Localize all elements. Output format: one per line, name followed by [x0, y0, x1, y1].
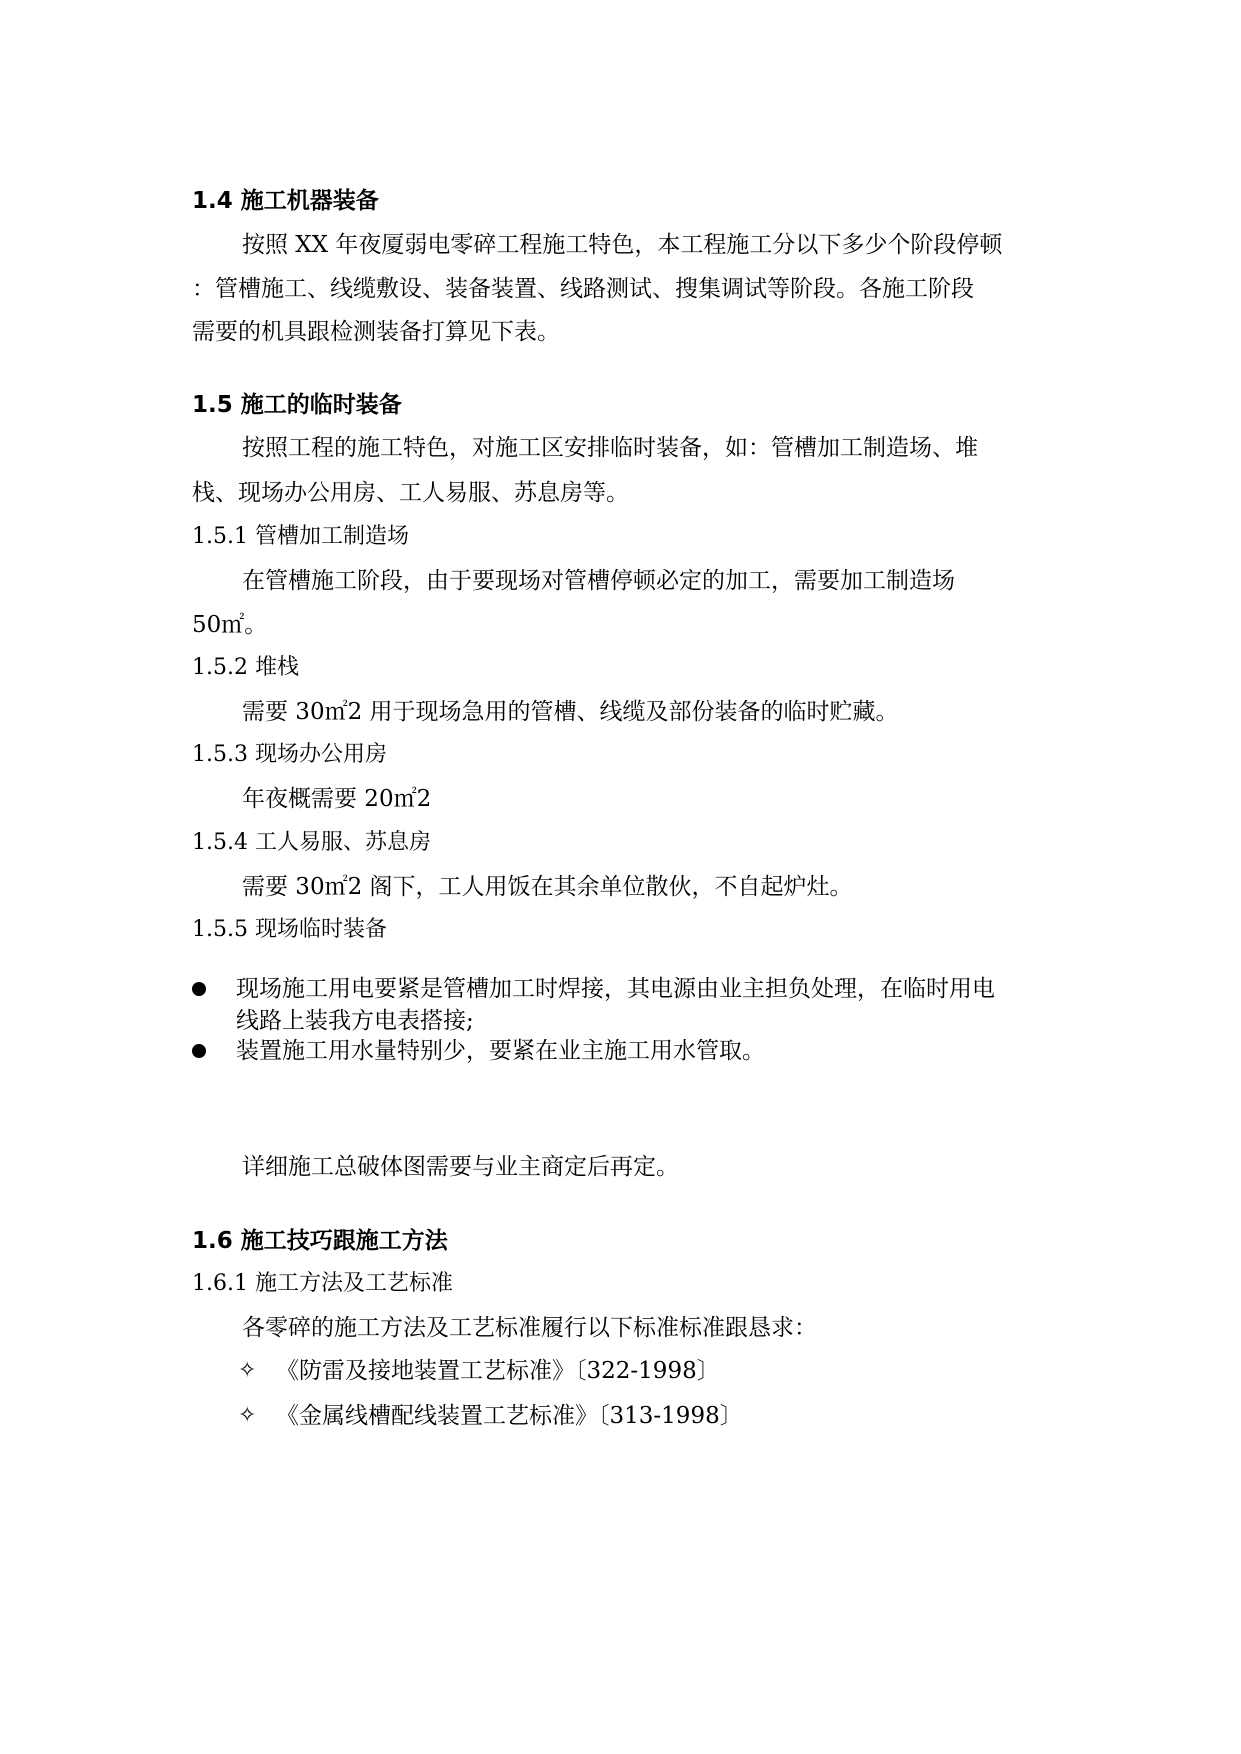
paragraph-line: 按照工程的施工特色，对施工区安排临时装备，如：管槽加工制造场、堆	[242, 435, 978, 461]
paragraph-line: 50㎡。	[192, 612, 268, 638]
paragraph-line: 在管槽施工阶段，由于要现场对管槽停顿必定的加工，需要加工制造场	[242, 568, 955, 594]
paragraph-line: 年夜概需要 20㎡2	[242, 786, 432, 812]
subsection-1-5-2-title: 1.5.2 堆栈	[192, 655, 299, 680]
paragraph-line: 需要的机具跟检测装备打算见下表。	[192, 319, 560, 345]
four-point-star-icon: ✧	[238, 1358, 257, 1383]
note-line: 详细施工总破体图需要与业主商定后再定。	[242, 1154, 679, 1180]
bullet-item-line: 线路上装我方电表搭接;	[236, 1008, 474, 1034]
subsection-1-6-1-title: 1.6.1 施工方法及工艺标准	[192, 1271, 453, 1296]
subsection-1-5-5-title: 1.5.5 现场临时装备	[192, 917, 387, 942]
bullet-item-line: 装置施工用水量特别少，要紧在业主施工用水管取。	[236, 1038, 765, 1064]
section-1-6-heading: 1.6 施工技巧跟施工方法	[192, 1228, 448, 1254]
bullet-icon	[192, 982, 206, 996]
standard-reference: 《防雷及接地装置工艺标准》〔322-1998〕	[276, 1358, 720, 1384]
paragraph-line: 各零碎的施工方法及工艺标准履行以下标准标准跟恳求：	[242, 1315, 817, 1341]
four-point-star-icon: ✧	[238, 1403, 257, 1428]
bullet-icon	[192, 1044, 206, 1058]
paragraph-line: 栈、现场办公用房、工人易服、苏息房等。	[192, 480, 629, 506]
section-1-4-heading: 1.4 施工机器装备	[192, 188, 379, 214]
paragraph-line: 按照 XX 年夜厦弱电零碎工程施工特色，本工程施工分以下多少个阶段停顿	[242, 232, 1003, 258]
subsection-1-5-1-title: 1.5.1 管槽加工制造场	[192, 524, 409, 549]
standard-reference: 《金属线槽配线装置工艺标准》〔313-1998〕	[276, 1403, 743, 1429]
subsection-1-5-4-title: 1.5.4 工人易服、苏息房	[192, 830, 431, 855]
subsection-1-5-3-title: 1.5.3 现场办公用房	[192, 742, 387, 767]
section-1-5-heading: 1.5 施工的临时装备	[192, 392, 402, 418]
paragraph-line: 需要 30㎡2 用于现场急用的管槽、线缆及部份装备的临时贮藏。	[242, 699, 899, 725]
bullet-item-line: 现场施工用电要紧是管槽加工时焊接，其电源由业主担负处理，在临时用电	[236, 976, 995, 1002]
paragraph-line: ：管槽施工、线缆敷设、装备装置、线路测试、搜集调试等阶段。各施工阶段	[192, 276, 974, 302]
paragraph-line: 需要 30㎡2 阁下，工人用饭在其余单位散伙，不自起炉灶。	[242, 874, 853, 900]
